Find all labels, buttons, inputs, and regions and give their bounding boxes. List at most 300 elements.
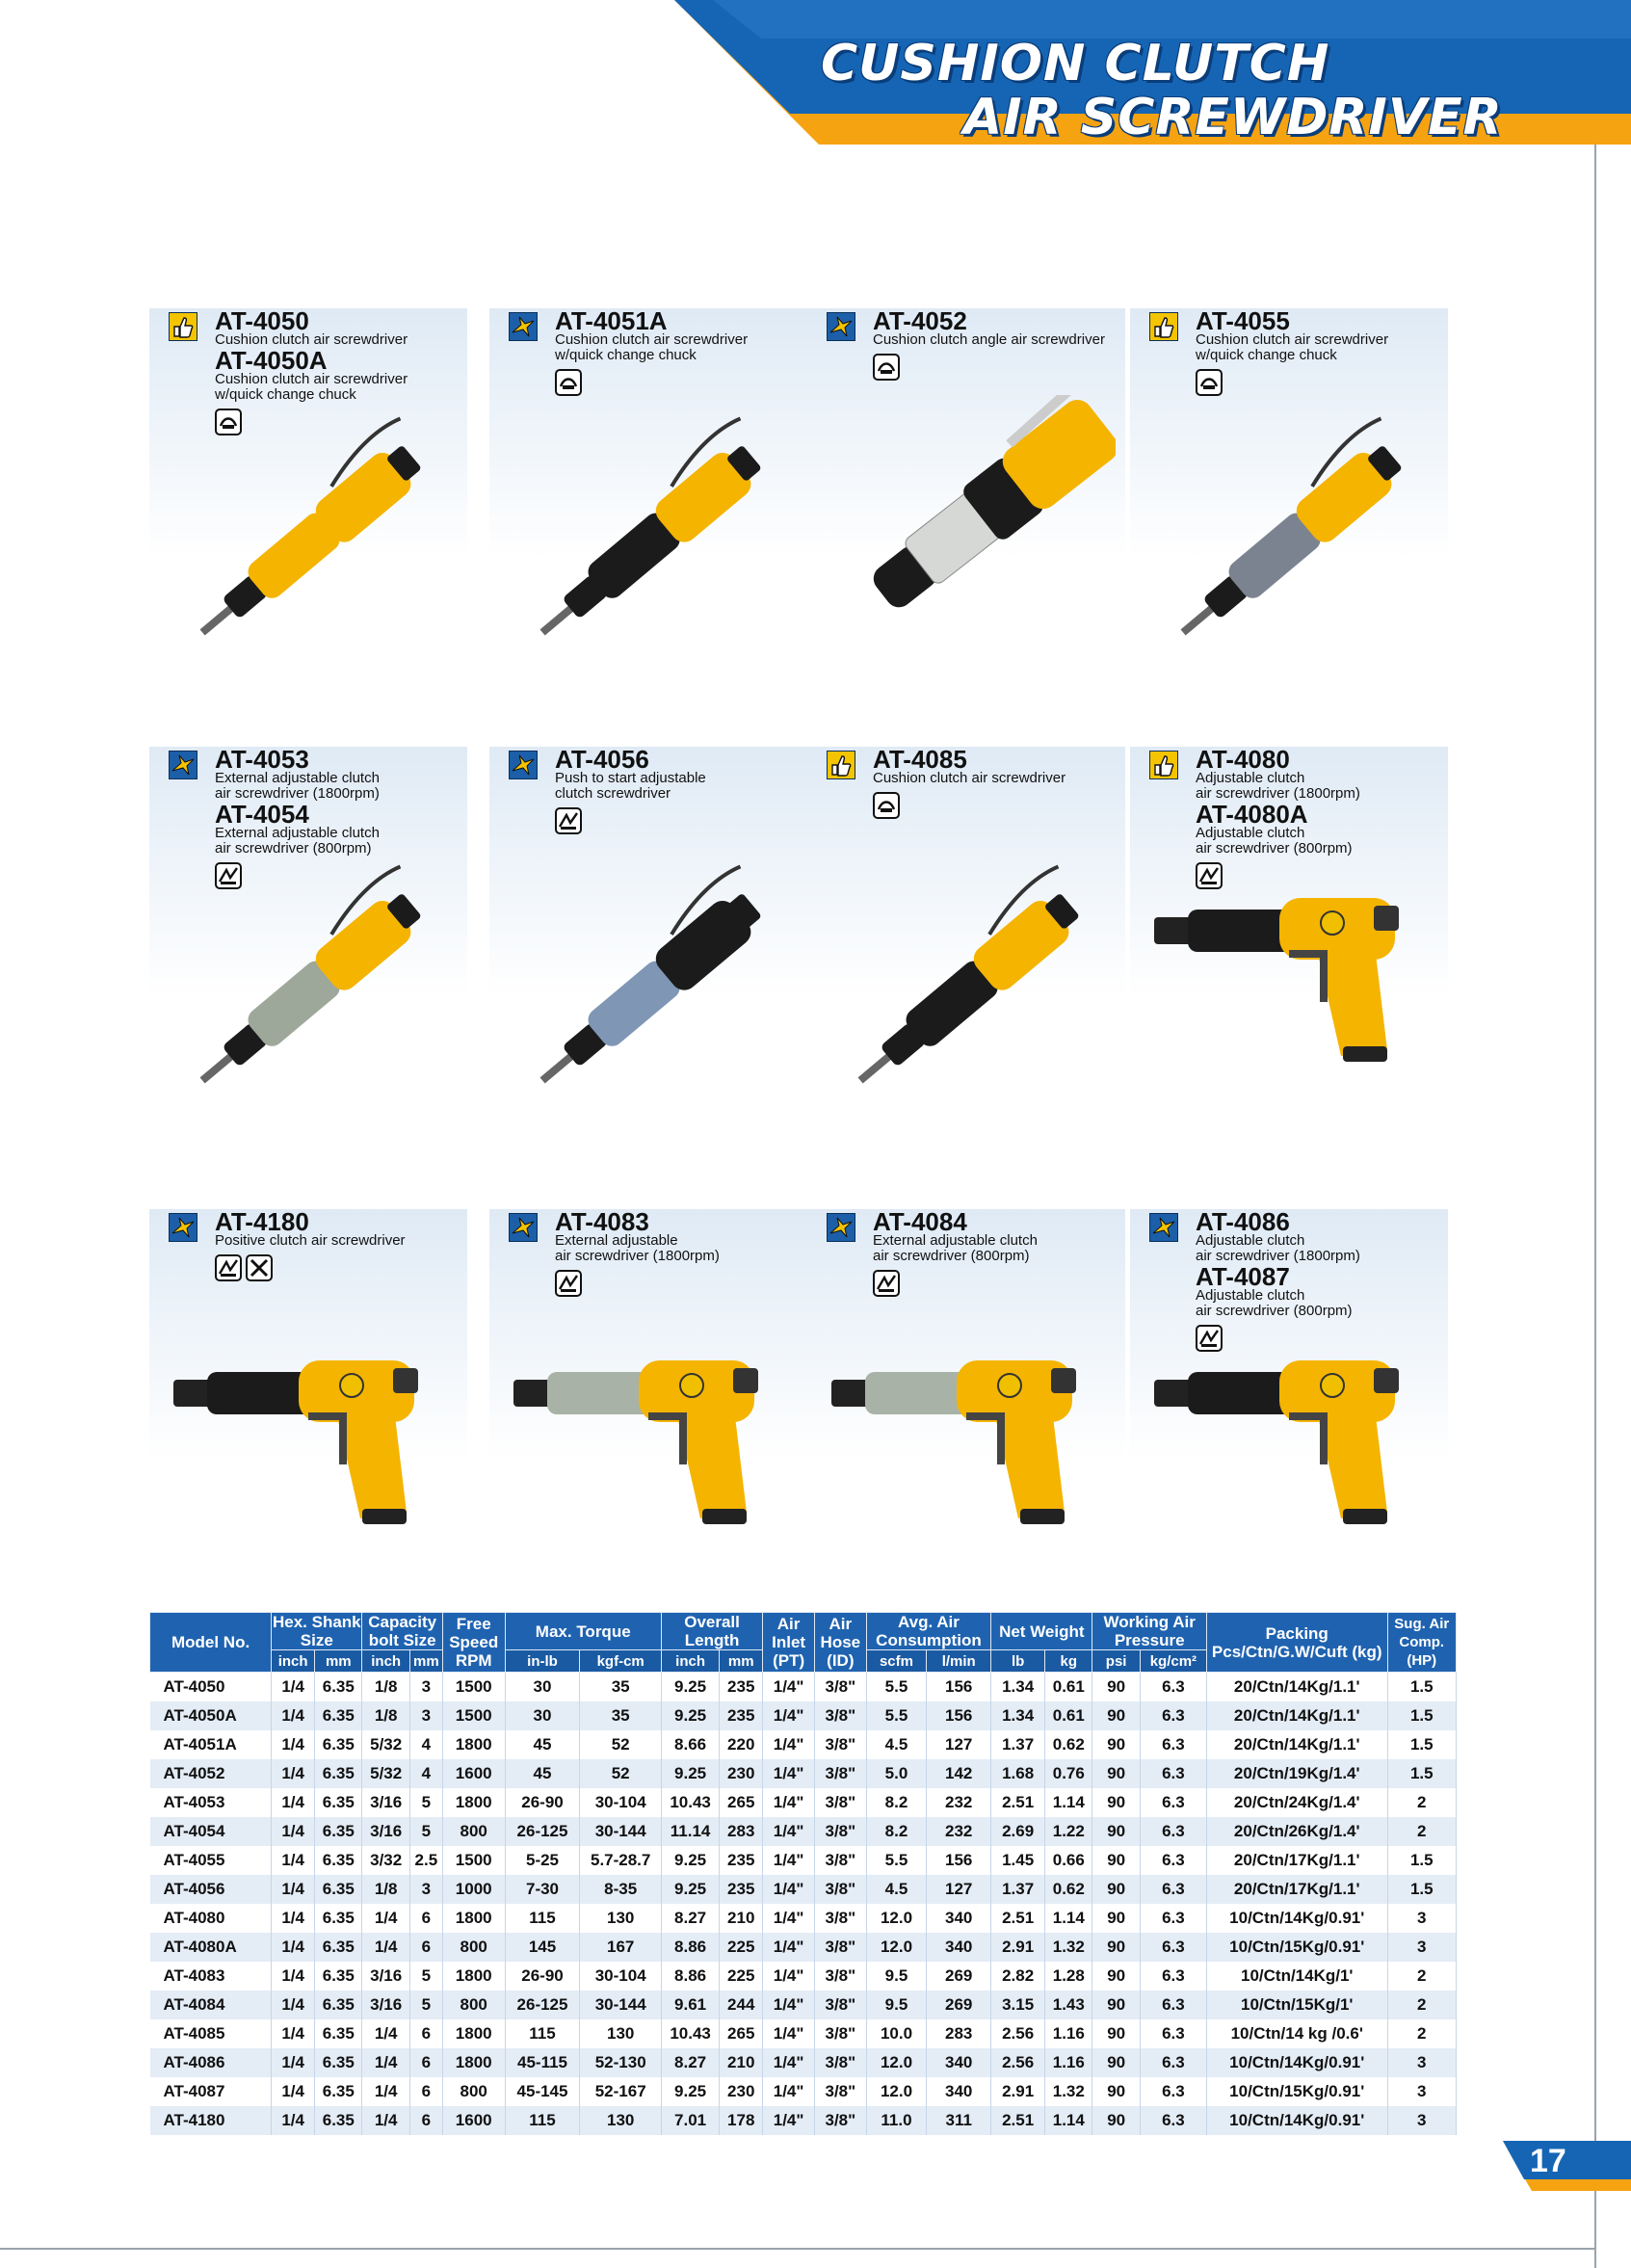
spec-cell: 52-167 [580,2077,661,2106]
spec-cell: 90 [1092,2106,1140,2135]
part-number: AT-4055 [1196,306,1290,335]
product-card-at-4055 [1130,308,1448,723]
spec-table-body [150,1673,1457,2136]
part-description: External adjustable clutch [215,770,380,786]
spec-cell: 232 [927,1817,991,1846]
spec-cell: 6.3 [1140,2048,1206,2077]
spec-cell: 1/4" [763,1962,815,1991]
spec-cell: 115 [505,2019,580,2048]
spec-cell: 45 [505,1730,580,1759]
product-card-at-4083 [489,1209,807,1623]
part-description: clutch screwdriver [555,785,671,802]
spec-cell: 52-130 [580,2048,661,2077]
spec-cell: 6.3 [1140,2106,1206,2135]
product-photo [169,395,458,689]
spec-cell: 1/4 [272,1817,315,1846]
spec-cell: 2.5 [409,1846,442,1875]
spec-cell: 11.0 [866,2106,927,2135]
model-cell: AT-4054 [150,1817,272,1846]
product-card-at-4056 [489,747,807,1161]
part-description: air screwdriver (800rpm) [215,840,372,857]
spec-cell: 8.86 [661,1933,719,1962]
spec-cell: 30 [505,1673,580,1702]
spec-cell: 5/32 [362,1730,409,1759]
spec-cell: 6 [409,1933,442,1962]
spec-cell: 20/Ctn/19Kg/1.4' [1206,1759,1387,1788]
part-description: w/quick change chuck [215,386,356,403]
model-cell: AT-4085 [150,2019,272,2048]
spec-cell: 2.51 [991,2106,1045,2135]
spec-table [149,1612,1457,2135]
spec-cell: 2.56 [991,2019,1045,2048]
spec-cell: 3/8" [814,1991,866,2019]
part-description: Cushion clutch angle air screwdriver [873,331,1105,348]
spec-cell: 6.35 [315,2048,362,2077]
spec-cell: 5 [409,1991,442,2019]
spec-cell: 2.51 [991,1904,1045,1933]
spec-cell: 1/4 [362,1904,409,1933]
product-card-at-4053 [149,747,467,1161]
spec-cell: 6.3 [1140,1788,1206,1817]
spec-cell: 90 [1092,1904,1140,1933]
spec-cell: 6.35 [315,2019,362,2048]
spec-cell: 10/Ctn/14 kg /0.6' [1206,2019,1387,2048]
part-description: External adjustable clutch [873,1232,1038,1249]
spec-cell: 6.3 [1140,1759,1206,1788]
subheader-in-lb: in-lb [505,1650,580,1673]
spec-cell: 8.2 [866,1817,927,1846]
spec-cell: 1500 [442,1673,505,1702]
subheader-psi: psi [1092,1650,1140,1673]
table-row [150,1904,1457,1933]
spec-cell: 45 [505,1759,580,1788]
part-number: AT-4083 [555,1207,649,1236]
spec-cell: 3.15 [991,1991,1045,2019]
spec-cell: 4 [409,1730,442,1759]
cushion-clutch-icon [873,354,900,381]
spec-cell: 30-104 [580,1962,661,1991]
part-description: Cushion clutch air screwdriver [215,371,408,387]
spec-cell: 5/32 [362,1759,409,1788]
part-number: AT-4050A [215,346,328,375]
spec-cell: 35 [580,1701,661,1730]
spec-cell: 8.27 [661,2048,719,2077]
spec-cell: 1/8 [362,1701,409,1730]
positive-clutch-icon [246,1254,273,1281]
spec-cell: 90 [1092,1962,1140,1991]
spec-cell: 1500 [442,1846,505,1875]
spec-cell: 1.14 [1045,1904,1092,1933]
product-photo [812,1330,1120,1537]
spec-cell: 130 [580,2019,661,2048]
spec-cell: 3/8" [814,1788,866,1817]
spec-cell: 20/Ctn/26Kg/1.4' [1206,1817,1387,1846]
part-description: Adjustable clutch [1196,825,1305,841]
spec-cell: 5 [409,1962,442,1991]
spec-cell: 1/4 [272,1904,315,1933]
spec-cell: 1/4 [272,2077,315,2106]
spec-cell: 90 [1092,1788,1140,1817]
bird-icon [827,312,855,341]
product-card-at-4051a [489,308,807,723]
spec-cell: 1/4" [763,2048,815,2077]
bird-icon [169,1213,197,1242]
product-photo [1135,1330,1443,1537]
spec-cell: 127 [927,1875,991,1904]
spec-cell: 0.76 [1045,1759,1092,1788]
table-row [150,1701,1457,1730]
model-cell: AT-4180 [150,2106,272,2135]
page-title-line2: AIR SCREWDRIVER [963,89,1503,146]
page-number-tab [1503,2141,1631,2191]
spec-cell: 6.3 [1140,1991,1206,2019]
spec-cell: 20/Ctn/17Kg/1.1' [1206,1875,1387,1904]
spec-cell: 2.56 [991,2048,1045,2077]
part-description: External adjustable [555,1232,678,1249]
spec-cell: 3/16 [362,1962,409,1991]
spec-cell: 9.5 [866,1991,927,2019]
model-cell: AT-4052 [150,1759,272,1788]
spec-cell: 3 [1387,2048,1456,2077]
spec-cell: 8.86 [661,1962,719,1991]
spec-cell: 1.37 [991,1730,1045,1759]
table-row [150,2048,1457,2077]
spec-cell: 1/4" [763,1991,815,2019]
header-hex: Hex. Shank Size [272,1613,361,1649]
spec-cell: 90 [1092,1701,1140,1730]
product-photo [494,1330,802,1537]
spec-cell: 1.5 [1387,1875,1456,1904]
spec-cell: 10/Ctn/15Kg/1' [1206,1991,1387,2019]
thumb-icon [169,312,197,341]
bird-icon [1149,1213,1178,1242]
spec-cell: 0.61 [1045,1701,1092,1730]
spec-cell: 115 [505,2106,580,2135]
spec-cell: 10/Ctn/14Kg/0.91' [1206,1904,1387,1933]
spec-cell: 115 [505,1904,580,1933]
part-description: Positive clutch air screwdriver [215,1232,406,1249]
spec-cell: 1/4" [763,1759,815,1788]
product-photo [169,840,458,1137]
spec-cell: 35 [580,1673,661,1702]
product-photo [509,843,798,1137]
part-description: Adjustable clutch [1196,1287,1305,1304]
thumb-icon [1149,312,1178,341]
subheader-kg: kg [1045,1650,1092,1673]
spec-cell: 1/4 [362,2077,409,2106]
spec-cell: 1.32 [1045,2077,1092,2106]
spec-cell: 6.35 [315,1846,362,1875]
spec-cell: 1600 [442,1759,505,1788]
spec-cell: 1800 [442,2048,505,2077]
spec-cell: 6 [409,1904,442,1933]
bird-icon [509,312,538,341]
header-inlet: Air Inlet (PT) [763,1613,815,1673]
spec-cell: 6.35 [315,1991,362,2019]
product-card-at-4050 [149,308,467,723]
spec-cell: 1/4 [272,1730,315,1759]
product-photo [827,395,1116,650]
spec-cell: 167 [580,1933,661,1962]
spec-cell: 3/8" [814,1730,866,1759]
spec-cell: 8-35 [580,1875,661,1904]
table-row [150,1962,1457,1991]
spec-cell: 52 [580,1759,661,1788]
spec-cell: 225 [720,1962,763,1991]
spec-cell: 6.35 [315,1759,362,1788]
page-number: 17 [1530,2143,1566,2179]
spec-cell: 6.35 [315,1788,362,1817]
spec-cell: 1600 [442,2106,505,2135]
header-pressure: Working Air Pressure [1092,1613,1206,1650]
spec-cell: 3/8" [814,1875,866,1904]
spec-cell: 6 [409,2077,442,2106]
spec-cell: 3 [1387,1904,1456,1933]
spec-cell: 45-115 [505,2048,580,2077]
spec-cell: 90 [1092,2019,1140,2048]
thumb-icon [1149,751,1178,779]
spec-cell: 1/4" [763,2106,815,2135]
spec-cell: 3 [1387,1933,1456,1962]
cushion-clutch-icon [555,369,582,396]
spec-cell: 1/4" [763,1730,815,1759]
table-row [150,1933,1457,1962]
spec-cell: 1.34 [991,1673,1045,1702]
spec-cell: 244 [720,1991,763,2019]
header-speed: Free Speed RPM [442,1613,505,1673]
spec-cell: 3/8" [814,1904,866,1933]
spec-cell: 1/4" [763,1817,815,1846]
product-photo [154,1330,462,1537]
spec-cell: 0.66 [1045,1846,1092,1875]
cushion-clutch-icon [1196,369,1223,396]
subheader-kg-cm2: kg/cm² [1140,1650,1206,1673]
spec-cell: 210 [720,2048,763,2077]
spec-cell: 1800 [442,1788,505,1817]
spec-cell: 6.3 [1140,2077,1206,2106]
spec-cell: 10/Ctn/15Kg/0.91' [1206,2077,1387,2106]
spec-cell: 1/4" [763,2077,815,2106]
spec-cell: 283 [720,1817,763,1846]
spec-cell: 1800 [442,1730,505,1759]
spec-cell: 9.25 [661,1701,719,1730]
spec-cell: 1/4 [362,2106,409,2135]
spec-cell: 230 [720,1759,763,1788]
adjustable-clutch-icon [555,807,582,834]
spec-cell: 340 [927,1933,991,1962]
spec-cell: 6.3 [1140,1701,1206,1730]
part-number: AT-4054 [215,800,309,829]
spec-cell: 4 [409,1759,442,1788]
spec-cell: 1/4 [272,1991,315,2019]
product-card-at-4052 [807,308,1125,723]
bird-icon [169,751,197,779]
spec-cell: 1000 [442,1875,505,1904]
subheader-inch: inch [661,1650,719,1673]
spec-cell: 3/16 [362,1817,409,1846]
table-row [150,1788,1457,1817]
spec-cell: 26-125 [505,1817,580,1846]
bird-icon [509,751,538,779]
spec-cell: 20/Ctn/14Kg/1.1' [1206,1730,1387,1759]
product-photo [827,843,1116,1137]
spec-cell: 156 [927,1673,991,1702]
spec-cell: 1/4 [362,2019,409,2048]
spec-cell: 6.3 [1140,1962,1206,1991]
spec-cell: 10/Ctn/14Kg/1' [1206,1962,1387,1991]
thumb-icon [827,751,855,779]
spec-cell: 10.43 [661,2019,719,2048]
subheader-scfm: scfm [866,1650,927,1673]
spec-cell: 12.0 [866,2048,927,2077]
model-cell: AT-4050A [150,1701,272,1730]
spec-cell: 3/8" [814,1846,866,1875]
spec-cell: 6 [409,2106,442,2135]
spec-cell: 1/4 [272,1875,315,1904]
spec-cell: 235 [720,1846,763,1875]
spec-cell: 6 [409,2048,442,2077]
spec-cell: 9.25 [661,1846,719,1875]
spec-cell: 90 [1092,1875,1140,1904]
spec-cell: 0.62 [1045,1875,1092,1904]
spec-cell: 6.3 [1140,1817,1206,1846]
spec-cell: 340 [927,2048,991,2077]
spec-cell: 269 [927,1991,991,2019]
spec-cell: 1/4 [272,1788,315,1817]
spec-cell: 90 [1092,1933,1140,1962]
spec-cell: 9.61 [661,1991,719,2019]
spec-cell: 2.82 [991,1962,1045,1991]
spec-cell: 269 [927,1962,991,1991]
spec-cell: 1/4 [362,1933,409,1962]
spec-cell: 3 [1387,2077,1456,2106]
spec-cell: 26-125 [505,1991,580,2019]
part-number: AT-4080A [1196,800,1308,829]
spec-cell: 6.35 [315,1817,362,1846]
spec-cell: 6 [409,2019,442,2048]
part-description: Cushion clutch air screwdriver [215,331,408,348]
spec-cell: 10/Ctn/14Kg/0.91' [1206,2048,1387,2077]
table-row [150,2106,1457,2135]
spec-cell: 3 [409,1701,442,1730]
spec-cell: 1800 [442,1904,505,1933]
part-number: AT-4084 [873,1207,967,1236]
spec-cell: 235 [720,1875,763,1904]
spec-cell: 6.35 [315,2077,362,2106]
spec-cell: 210 [720,1904,763,1933]
spec-cell: 130 [580,2106,661,2135]
spec-cell: 2.69 [991,1817,1045,1846]
subheader-l-min: l/min [927,1650,991,1673]
product-card-at-4180 [149,1209,467,1623]
spec-cell: 8.2 [866,1788,927,1817]
spec-cell: 232 [927,1788,991,1817]
spec-cell: 5.5 [866,1846,927,1875]
spec-cell: 142 [927,1759,991,1788]
table-row [150,1875,1457,1904]
spec-cell: 3/16 [362,1991,409,2019]
model-cell: AT-4080A [150,1933,272,1962]
part-description: air screwdriver (800rpm) [1196,840,1353,857]
part-description: air screwdriver (800rpm) [1196,1303,1353,1319]
spec-cell: 3/8" [814,1673,866,1702]
spec-cell: 1/4 [362,2048,409,2077]
header-air-comp: Sug. Air Comp. (HP) [1387,1613,1456,1673]
spec-cell: 1/8 [362,1673,409,1702]
model-cell: AT-4080 [150,1904,272,1933]
part-description: air screwdriver (800rpm) [873,1248,1030,1264]
header-weight: Net Weight [991,1613,1092,1650]
header-consumption: Avg. Air Consumption [866,1613,990,1650]
product-photo [1149,395,1438,689]
spec-cell: 6.3 [1140,1933,1206,1962]
part-number: AT-4050 [215,306,309,335]
spec-cell: 130 [580,1904,661,1933]
spec-cell: 1.14 [1045,2106,1092,2135]
spec-cell: 30-104 [580,1788,661,1817]
spec-cell: 4.5 [866,1730,927,1759]
spec-cell: 800 [442,1933,505,1962]
spec-cell: 26-90 [505,1788,580,1817]
spec-cell: 1/4 [272,1846,315,1875]
header-length: Overall Length [661,1613,762,1650]
spec-cell: 1.28 [1045,1962,1092,1991]
part-description: w/quick change chuck [555,347,697,363]
subheader-inch: inch [362,1650,409,1673]
spec-cell: 12.0 [866,1904,927,1933]
spec-cell: 3/32 [362,1846,409,1875]
spec-cell: 8.66 [661,1730,719,1759]
spec-cell: 156 [927,1846,991,1875]
part-number: AT-4180 [215,1207,309,1236]
spec-cell: 1.45 [991,1846,1045,1875]
spec-cell: 1800 [442,2019,505,2048]
spec-cell: 1.5 [1387,1846,1456,1875]
part-number: AT-4052 [873,306,967,335]
spec-cell: 1.34 [991,1701,1045,1730]
spec-cell: 800 [442,1991,505,2019]
part-description: Adjustable clutch [1196,770,1305,786]
spec-cell: 3/8" [814,2106,866,2135]
spec-cell: 5.5 [866,1673,927,1702]
part-description: air screwdriver (1800rpm) [215,785,380,802]
spec-cell: 3/8" [814,1701,866,1730]
table-header-row [150,1613,1457,1650]
product-card-at-4080 [1130,747,1448,1161]
spec-cell: 1.22 [1045,1817,1092,1846]
spec-cell: 8.27 [661,1904,719,1933]
spec-cell: 1.5 [1387,1730,1456,1759]
spec-cell: 1.68 [991,1759,1045,1788]
spec-cell: 145 [505,1933,580,1962]
spec-cell: 340 [927,2077,991,2106]
spec-cell: 800 [442,2077,505,2106]
model-cell: AT-4056 [150,1875,272,1904]
spec-cell: 1/4" [763,2019,815,2048]
table-row [150,1817,1457,1846]
header-hose: Air Hose (ID) [814,1613,866,1673]
spec-cell: 7-30 [505,1875,580,1904]
spec-cell: 90 [1092,1846,1140,1875]
spec-cell: 5.7-28.7 [580,1846,661,1875]
spec-cell: 3 [409,1875,442,1904]
spec-cell: 1/4 [272,1759,315,1788]
spec-cell: 7.01 [661,2106,719,2135]
spec-cell: 1/4 [272,2019,315,2048]
part-description: air screwdriver (1800rpm) [555,1248,720,1264]
page-title-line1: CUSHION CLUTCH [821,35,1330,92]
spec-cell: 225 [720,1933,763,1962]
